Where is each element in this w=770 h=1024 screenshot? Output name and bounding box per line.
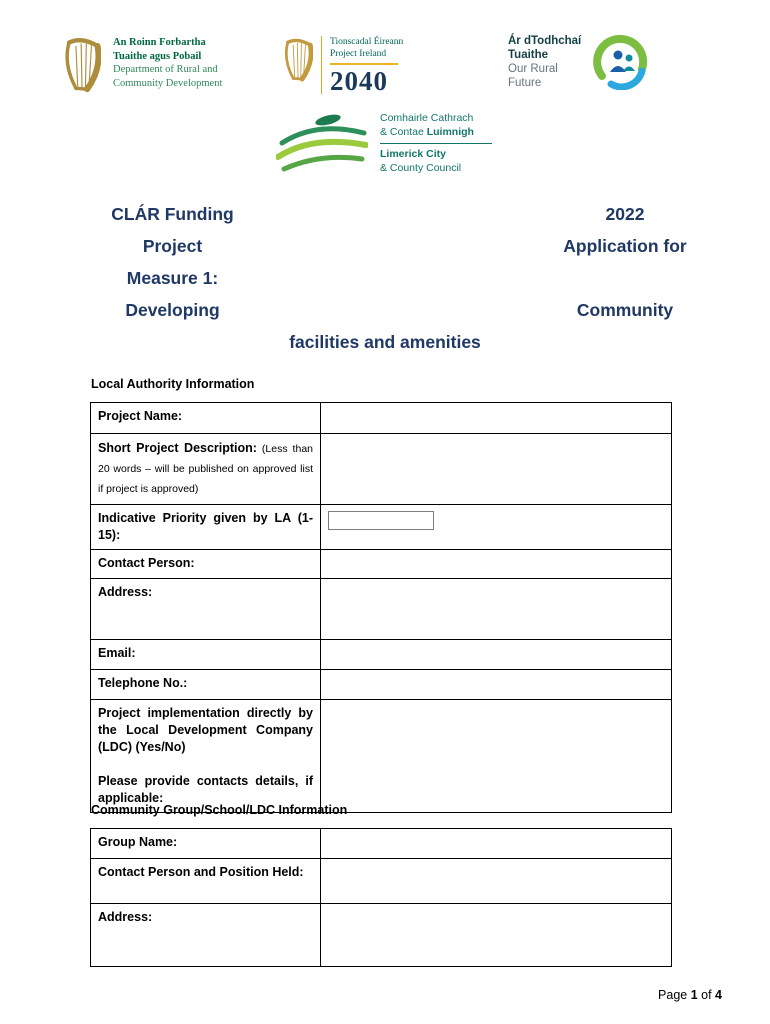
priority-label: Indicative Priority given by LA (1-15): <box>91 505 321 550</box>
title-line: Community <box>576 300 674 320</box>
email-label: Email: <box>91 640 321 670</box>
document-title <box>70 198 700 358</box>
priority-input-cell[interactable] <box>321 505 672 550</box>
short-description-label <box>91 434 321 505</box>
limerick-logo-text <box>380 112 492 175</box>
table-row <box>91 434 672 505</box>
priority-input-box[interactable] <box>328 511 434 530</box>
project-ireland-2040-logo <box>283 36 403 95</box>
title-line: Project <box>142 236 203 256</box>
short-description-input-cell[interactable] <box>321 434 672 505</box>
footer-total-pages: 4 <box>715 988 722 1002</box>
orf-english-line1: Our Rural <box>508 63 558 75</box>
table-row <box>91 670 672 700</box>
footer-of-word: of <box>697 988 716 1002</box>
table-row <box>91 505 672 550</box>
title-line: Application for <box>563 236 687 256</box>
ldc-implementation-question: Project implementation directly by the Local Development Company (LDC) (Yes/No) <box>98 706 313 754</box>
limerick-english-line1: Limerick City <box>380 148 446 160</box>
limerick-irish-line2 <box>380 126 492 140</box>
title-line: 2022 <box>605 204 645 224</box>
harp-icon <box>283 36 313 84</box>
project-ireland-year: 2040 <box>330 66 388 96</box>
project-ireland-english-label: Project Ireland <box>330 49 387 59</box>
limerick-logo-divider <box>380 143 492 144</box>
title-line: Measure 1: <box>126 268 219 288</box>
section-heading-local-authority: Local Authority Information <box>91 377 255 391</box>
limerick-irish-line1: Comhairle Cathrach <box>380 112 474 124</box>
project-name-input-cell[interactable] <box>321 403 672 434</box>
group-contact-label: Contact Person and Position Held: <box>91 859 321 904</box>
short-description-label-bold: Short Project Description: <box>98 441 257 455</box>
our-rural-future-text <box>508 34 581 90</box>
group-name-input-cell[interactable] <box>321 829 672 859</box>
telephone-label: Telephone No.: <box>91 670 321 700</box>
title-left-column <box>70 198 275 326</box>
title-bottom-line: facilities and amenities <box>289 332 481 352</box>
our-rural-future-icon <box>593 34 649 90</box>
our-rural-future-logo <box>508 34 649 90</box>
orf-irish-line1: Ár dTodhchaí <box>508 35 582 47</box>
footer-page-word: Page <box>658 988 691 1002</box>
limerick-council-logo <box>276 112 492 175</box>
dept-logo-english-line1: Department of Rural and <box>113 64 218 75</box>
table-row <box>91 700 672 813</box>
group-contact-input-cell[interactable] <box>321 859 672 904</box>
dept-logo-irish-line2: Tuaithe agus Pobail <box>113 50 202 62</box>
telephone-input-cell[interactable] <box>321 670 672 700</box>
ldc-input-cell[interactable] <box>321 700 672 813</box>
community-group-table <box>90 828 672 967</box>
title-right-column <box>550 198 700 326</box>
group-name-label: Group Name: <box>91 829 321 859</box>
contact-person-input-cell[interactable] <box>321 550 672 579</box>
harp-icon <box>63 36 101 94</box>
limerick-swoosh-icon <box>276 113 368 175</box>
group-address-label: Address: <box>91 904 321 967</box>
table-row <box>91 640 672 670</box>
contact-person-label: Contact Person: <box>91 550 321 579</box>
table-row <box>91 550 672 579</box>
dept-logo-text <box>113 36 222 90</box>
dept-logo-english-line2: Community Development <box>113 77 223 89</box>
table-row <box>91 579 672 640</box>
limerick-english-line2: & County Council <box>380 161 462 174</box>
table-row <box>91 403 672 434</box>
limerick-irish-line2-bold: Luimnigh <box>426 125 474 138</box>
logo-divider <box>321 36 322 94</box>
address-input-cell[interactable] <box>321 579 672 640</box>
ldc-contacts-note: Please provide contacts details, if applicable: <box>98 774 313 805</box>
short-description-note: (Less than 20 words – will be published on approved list if project is approved) <box>98 443 313 495</box>
footer-page-number: 1 <box>690 988 698 1002</box>
local-authority-table <box>90 402 672 813</box>
email-input-cell[interactable] <box>321 640 672 670</box>
dept-rural-community-logo <box>63 36 222 94</box>
table-row <box>91 829 672 859</box>
title-line <box>550 262 700 294</box>
page-footer <box>658 988 722 1002</box>
dept-logo-irish-line1: An Roinn Forbartha <box>113 37 206 48</box>
ldc-implementation-label <box>91 700 321 813</box>
limerick-irish-line2-normal: & Contae <box>380 125 427 138</box>
orf-english-line2: Future <box>508 77 542 89</box>
orf-irish-line2: Tuaithe <box>508 49 549 61</box>
group-address-input-cell[interactable] <box>321 904 672 967</box>
gold-rule <box>330 63 398 65</box>
project-name-label: Project Name: <box>91 403 321 434</box>
table-row <box>91 904 672 967</box>
address-label: Address: <box>91 579 321 640</box>
project-ireland-irish-label: Tionscadal Éireann <box>330 37 404 47</box>
section-heading-community-group: Community Group/School/LDC Information <box>91 803 348 817</box>
title-line: Developing <box>125 300 220 320</box>
title-line: CLÁR Funding <box>111 204 234 224</box>
project-ireland-text <box>330 36 403 95</box>
table-row <box>91 859 672 904</box>
